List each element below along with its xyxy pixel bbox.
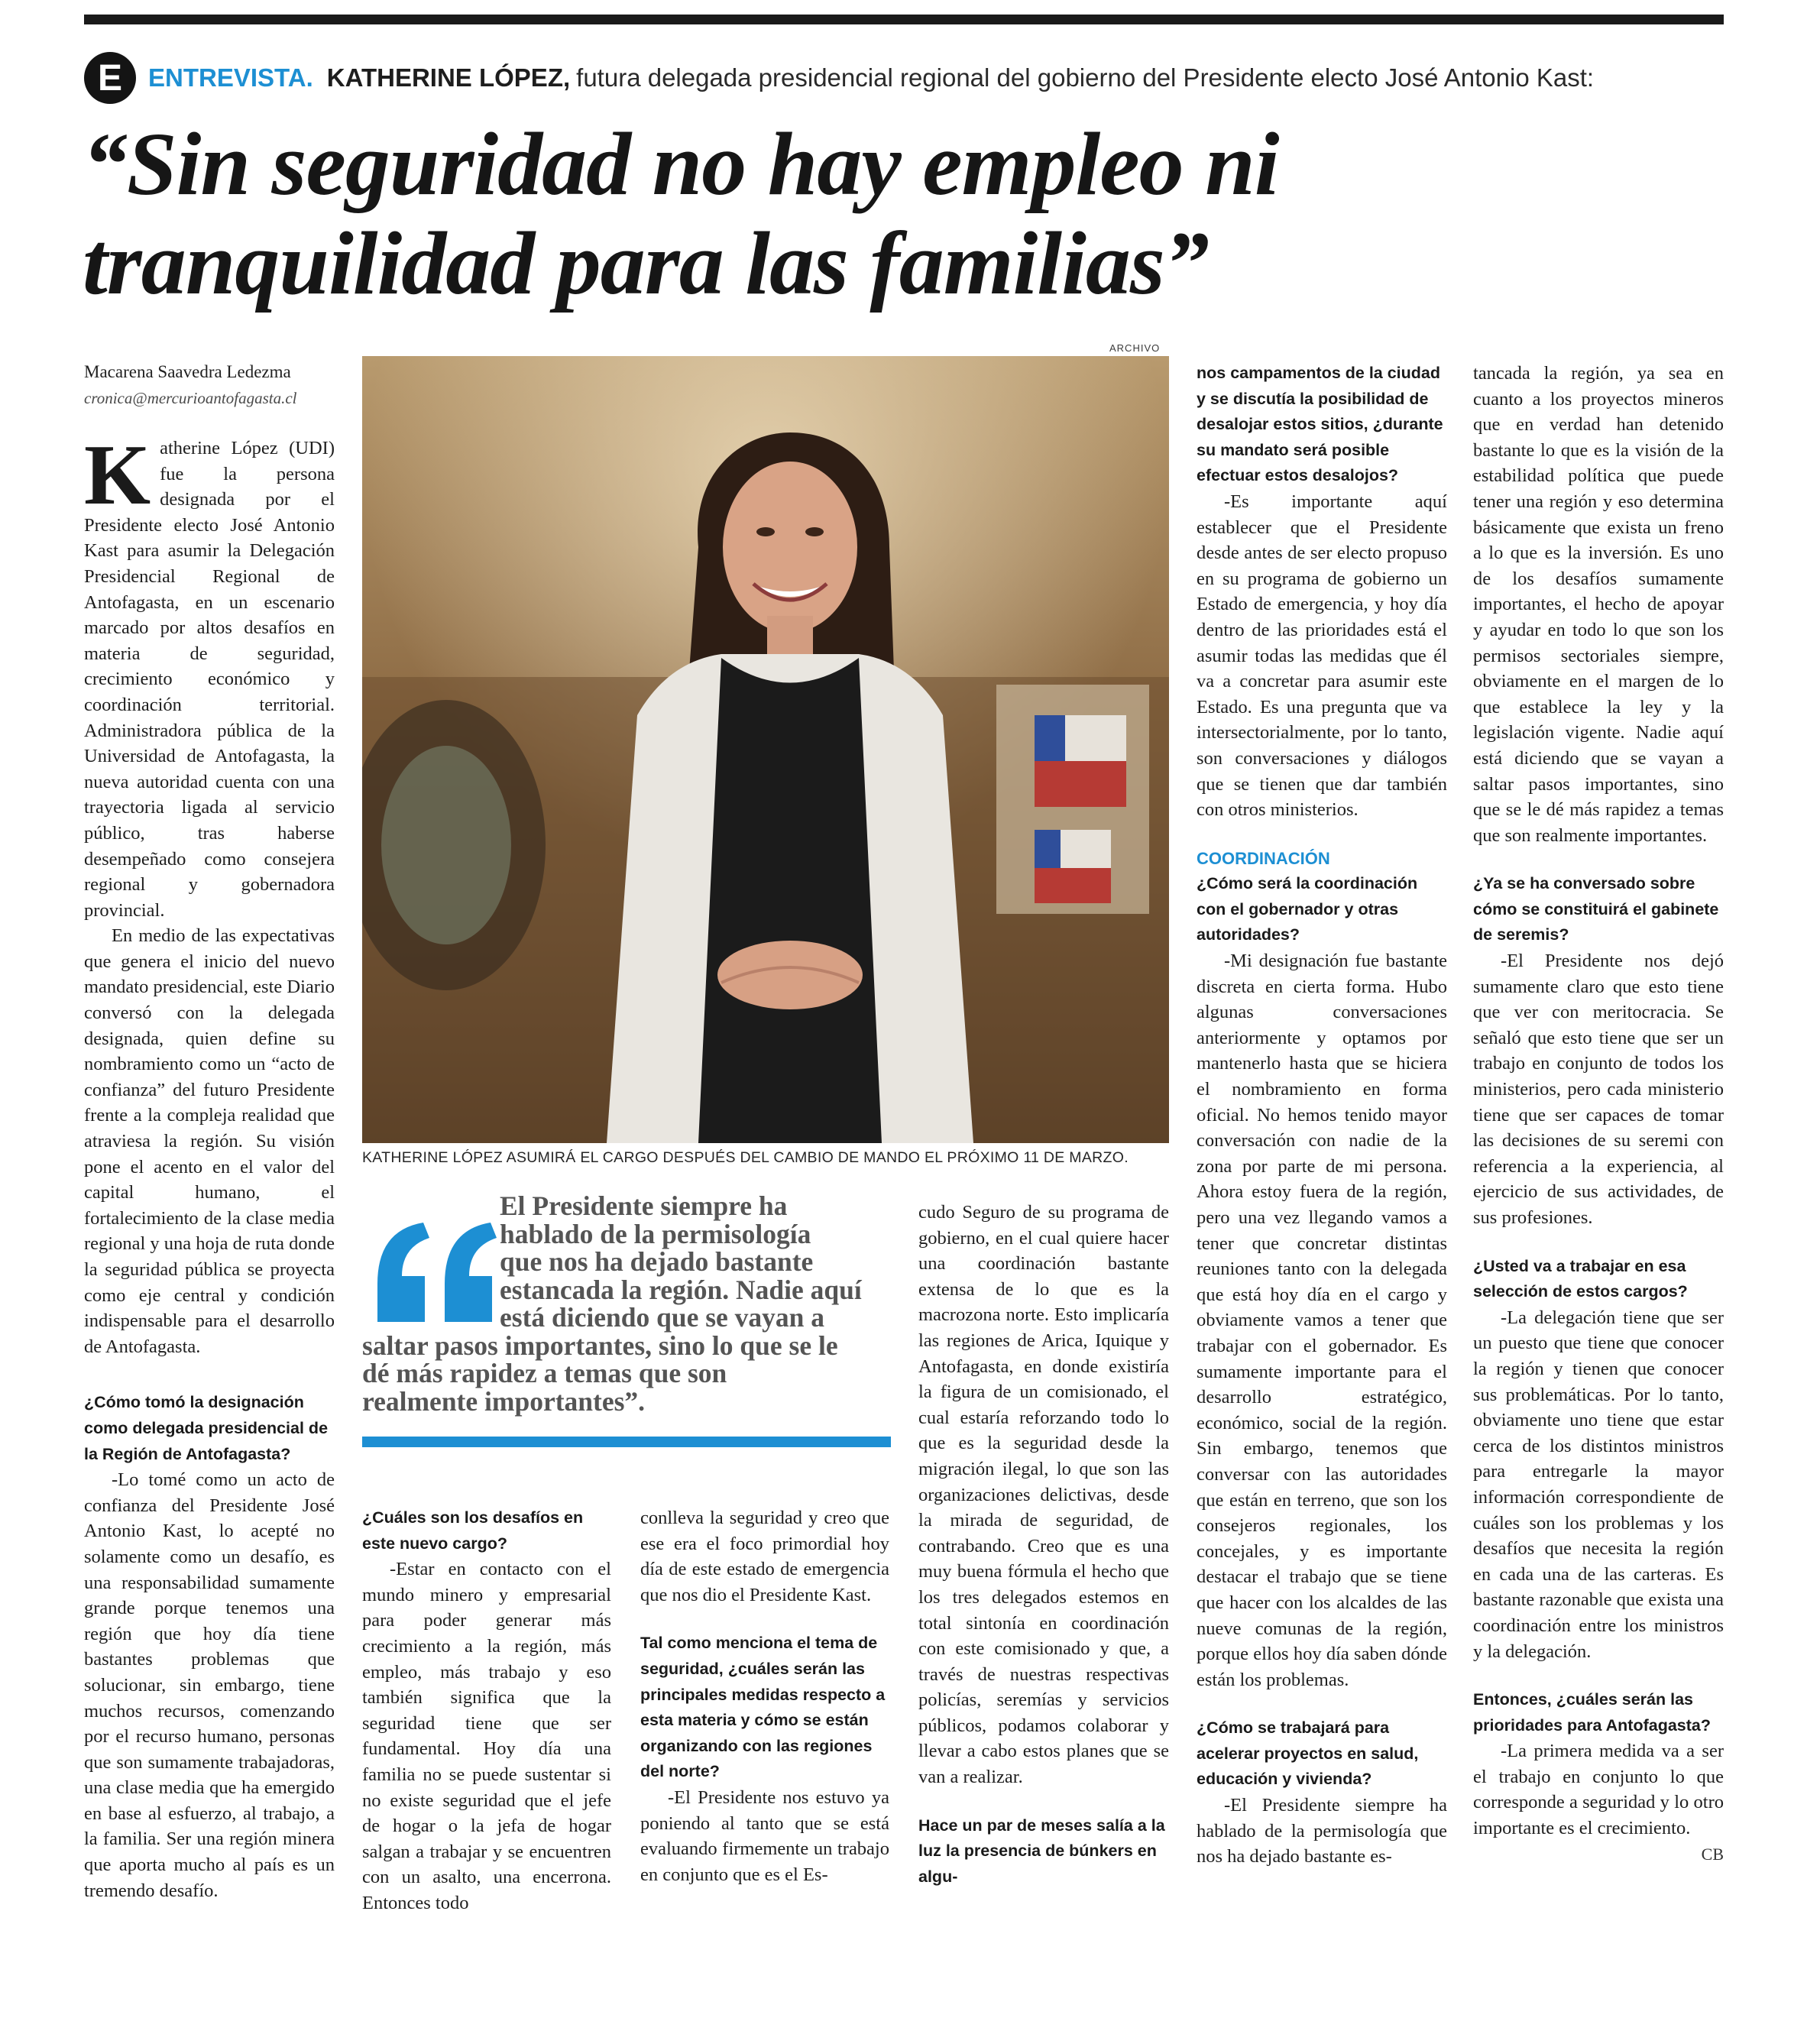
column-4 — [918, 1200, 1169, 1890]
drop-cap: K — [84, 428, 151, 523]
answer: -La delegación tiene que ser un puesto que tiene que conocer la región y tienen que conocer sus problemáticas. Por lo tanto, obviamente uno tiene que estar cerca de los distintos ministros para entregarle la mayor información correspondiente de cuáles son los problemas y los desafíos que necesita la región en cada una de las carteras. Es bastante razonable que exista una coordinación entre los ministros y la delegación. — [1473, 1307, 1724, 1662]
pull-quote-line: dé más rapidez a temas que son — [362, 1358, 727, 1388]
question: Entonces, ¿cuáles serán las prioridades para Antofagasta? — [1473, 1690, 1712, 1735]
question: ¿Cómo se trabajará para acelerar proyectos en salud, educación y vivienda? — [1197, 1718, 1419, 1789]
question: ¿Usted va a trabajar en esa selección de estos cargos? — [1473, 1256, 1688, 1301]
headline-line-2: tranquilidad para las familias” — [83, 213, 1209, 313]
pull-quote-rule — [362, 1437, 891, 1447]
answer: -El Presidente nos estuvo ya poniendo al tanto que se está evaluando firmemente un trabajo en conjunto que es el Es- — [640, 1786, 889, 1885]
interviewee-description: futura delegada presidencial regional del gobierno del Presidente electo José Antonio Kast: — [576, 63, 1595, 92]
paragraph: tancada la región, ya sea en cuanto a los proyectos mineros que en verdad han detenido bastante lo que es la visión de la estabilidad política que puede tener una región y eso determina básicamente que exista un freno a lo que es la inversión. Es uno de los desafíos sumamente importantes, el hecho de apoyar y ayudar en todo lo que son los permisos sectoriales siempre, obviamente en el margen de lo que establece la ley y la legislación vigente. Nadie aquí está diciendo que se vayan a saltar pasos importantes, sino que se le dé más rapidez a temas que son realmente importantes. — [1473, 363, 1724, 846]
pull-quote-line: está diciendo que se vayan a — [500, 1302, 825, 1333]
question: Hace un par de meses salía a la luz la presencia de búnkers en algu- — [918, 1816, 1165, 1886]
answer: -El Presidente nos dejó sumamente claro que esto tiene que ver con meritocracia. Se señaló que esto tiene que ser un trabajo en conjunto de todos los ministerios, pero cada ministerio tiene que ser capaces de tomar las decisiones de su seremi con referencia a la experiencia, al ejercicio de sus actividades, de sus profesiones. — [1473, 951, 1724, 1228]
answer: -Es importante aquí establecer que el Presidente desde antes de ser electo propuso en su programa de gobierno un Estado de emergencia, y hoy día dentro de las prioridades está el asumir todas las medidas que él va a concretar para asumir este Estado. Es una pregunta que va intersectorialmente, por lo tanto, son conversaciones y diálogos que se tienen que dar también con otros ministerios. — [1197, 491, 1447, 821]
answer: -Lo tomé como un acto de confianza del Presidente José Antonio Kast, lo acepté no solamente como un desafío, es una responsabilidad sumamente grande porque tenemos una región que hoy día tiene bastantes problemas que solucionar, sin embargo, tiene muchos recursos, comenzando por el recurso humano, personas que son sumamente trabajadoras, una clase media que ha emergido en base al esfuerzo, al trabajo, a la familia. Ser una región minera que aporta mucho al país es un tremendo desafío. — [84, 1469, 335, 1901]
answer — [1473, 1738, 1724, 1864]
pull-quote-line: realmente importantes”. — [362, 1385, 646, 1417]
top-rule — [84, 15, 1724, 24]
interviewee-name: KATHERINE LÓPEZ, — [326, 63, 571, 92]
portrait-illustration — [362, 356, 1169, 1143]
question: ¿Cómo será la coordinación con el gobernador y otras autoridades? — [1197, 874, 1418, 944]
photo-credit: ARCHIVO — [1109, 342, 1161, 354]
column-1 — [84, 428, 335, 1903]
paragraph: En medio de las expectativas que genera el inicio del nuevo mandato presidencial, este Diario conversó con la delegada designada, quien define su nombramiento como un “acto de confianza” del futuro Presidente frente a la compleja realidad que atraviesa la región. Su visión pone el acento en el valor del capital humano, el fortalecimiento de la clase media regional y una hoja de ruta donde la seguridad pública se proyecta como eje central y condición indispensable para el desarrollo de Antofagasta. — [84, 925, 335, 1357]
portrait-photo — [362, 356, 1169, 1143]
answer: -Estar en contacto con el mundo minero y empresarial para poder generar más crecimiento a la región, más empleo, más trabajo y eso también significa que la seguridad tiene que ser fundamental. Hoy día una familia no se puede sustentar si no existe seguridad que el jefe de hogar o la jefa de hogar salgan a trabajar y se encuentren con un asalto, una encerrona. Entonces todo — [362, 1559, 611, 1913]
pull-quote-text — [362, 1192, 891, 1415]
byline — [84, 359, 336, 411]
pull-quote-line: que nos ha dejado bastante — [500, 1246, 814, 1277]
column-6 — [1473, 361, 1724, 1867]
pull-quote-line: hablado de la permisología — [500, 1218, 811, 1249]
column-5 — [1197, 361, 1447, 1870]
answer: -Mi designación fue bastante discreta en cierta forma. Hubo algunas conversaciones anteriormente y optamos por mantenerlo hasta que se hiciera el nombramiento en forma oficial. No hemos tenido mayor conversación con nadie de la zona por parte de mi persona. Ahora estoy fuera de la región, pero una vez llegando vamos a tener que concretar distintas reuniones tanto con la delegada que está hoy día en el cargo y obviamente vamos a tener que trabajar con el gobernador. Es sumamente importante para el desarrollo estratégico, económico, social de la región. Sin embargo, tenemos que conversar con las autoridades que están en terreno, que son los consejeros regionales, los concejales, y es importante destacar el trabajo que se tiene que hacer con los alcaldes de las nueve comunas de la región, porque ellos hoy día saben dónde están los problemas. — [1197, 951, 1447, 1690]
question: ¿Cómo tomó la designación como delegada presidencial de la Región de Antofagasta? — [84, 1393, 329, 1463]
headline — [83, 115, 1687, 313]
pull-quote-line: saltar pasos importantes, sino lo que se le — [362, 1330, 838, 1361]
pull-quote — [362, 1192, 891, 1444]
byline-email[interactable]: cronica@mercurioantofagasta.cl — [84, 389, 297, 407]
end-mark: CB — [1701, 1844, 1724, 1864]
photo-caption: KATHERINE LÓPEZ ASUMIRÁ EL CARGO DESPUÉS DEL CAMBIO DE MANDO EL PRÓXIMO 11 DE MARZO. — [362, 1149, 1129, 1166]
intro-paragraph — [84, 428, 335, 923]
section-heading: COORDINACIÓN — [1197, 848, 1330, 868]
paragraph: conlleva la seguridad y creo que ese era el foco primordial hoy día de este estado de emergencia que nos dio el Presidente Kast. — [640, 1508, 889, 1605]
question: Tal como menciona el tema de seguridad, ¿cuáles serán las principales medidas respecto a esta materia y cómo se están organizando con las regiones del norte? — [640, 1634, 886, 1781]
pull-quote-line: estancada la región. Nadie aquí — [500, 1274, 862, 1305]
answer-text: -La primera medida va a ser el trabajo en conjunto lo que corresponde a seguridad y lo otro importante es el crecimiento. — [1473, 1741, 1724, 1839]
intro-text: atherine López (UDI) fue la persona designada por el Presidente electo José Antonio Kast para asumir la Delegación Presidencial Regional de Antofagasta, en un escenario marcado por altos desafíos en materia de seguridad, crecimiento económico y coordinación territorial. Administradora pública de la Universidad de Antofagasta, la nueva autoridad cuenta con una trayectoria ligada al servicio público, tras haberse desempeñado como consejera regional y gobernadora provincial. — [84, 438, 335, 921]
column-3 — [640, 1505, 889, 1887]
question: ¿Ya se ha conversado sobre cómo se constituirá el gabinete de seremis? — [1473, 874, 1719, 944]
section-label: ENTREVISTA. — [148, 63, 313, 92]
question: nos campamentos de la ciudad y se discutía la posibilidad de desalojar estos sitios, ¿durante su mandato será posible efectuar estos desalojos? — [1197, 364, 1443, 485]
paragraph: cudo Seguro de su programa de gobierno, en el cual quiere hacer una coordinación bastante extensa de lo que es la macrozona norte. Esto implicaría las regiones de Arica, Iquique y Antofagasta, en donde existiría la figura de un comisionado, el cual estaría reforzando todo lo que es la seguridad desde la migración ilegal, lo que son las organizaciones delictivas, desde la mirada de seguridad, de contrabando. Creo que es una muy buena fórmula el hecho que los tres delegados estemos en total sintonía en coordinación con este comisionado y que, a través de nuestras respectivas policías, seremías y servicios públicos, podamos colaborar y llevar a cabo estos planes que se van a realizar. — [918, 1202, 1169, 1788]
byline-author: Macarena Saavedra Ledezma — [84, 362, 291, 381]
pull-quote-line: El Presidente siempre ha — [500, 1190, 788, 1221]
section-badge: E — [84, 52, 136, 104]
headline-line-1: “Sin seguridad no hay empleo ni — [83, 114, 1279, 214]
kicker — [84, 50, 1594, 105]
answer: -El Presidente siempre ha hablado de la permisología que nos ha dejado bastante es- — [1197, 1795, 1447, 1867]
column-2 — [362, 1505, 611, 1916]
question: ¿Cuáles son los desafíos en este nuevo cargo? — [362, 1508, 584, 1553]
